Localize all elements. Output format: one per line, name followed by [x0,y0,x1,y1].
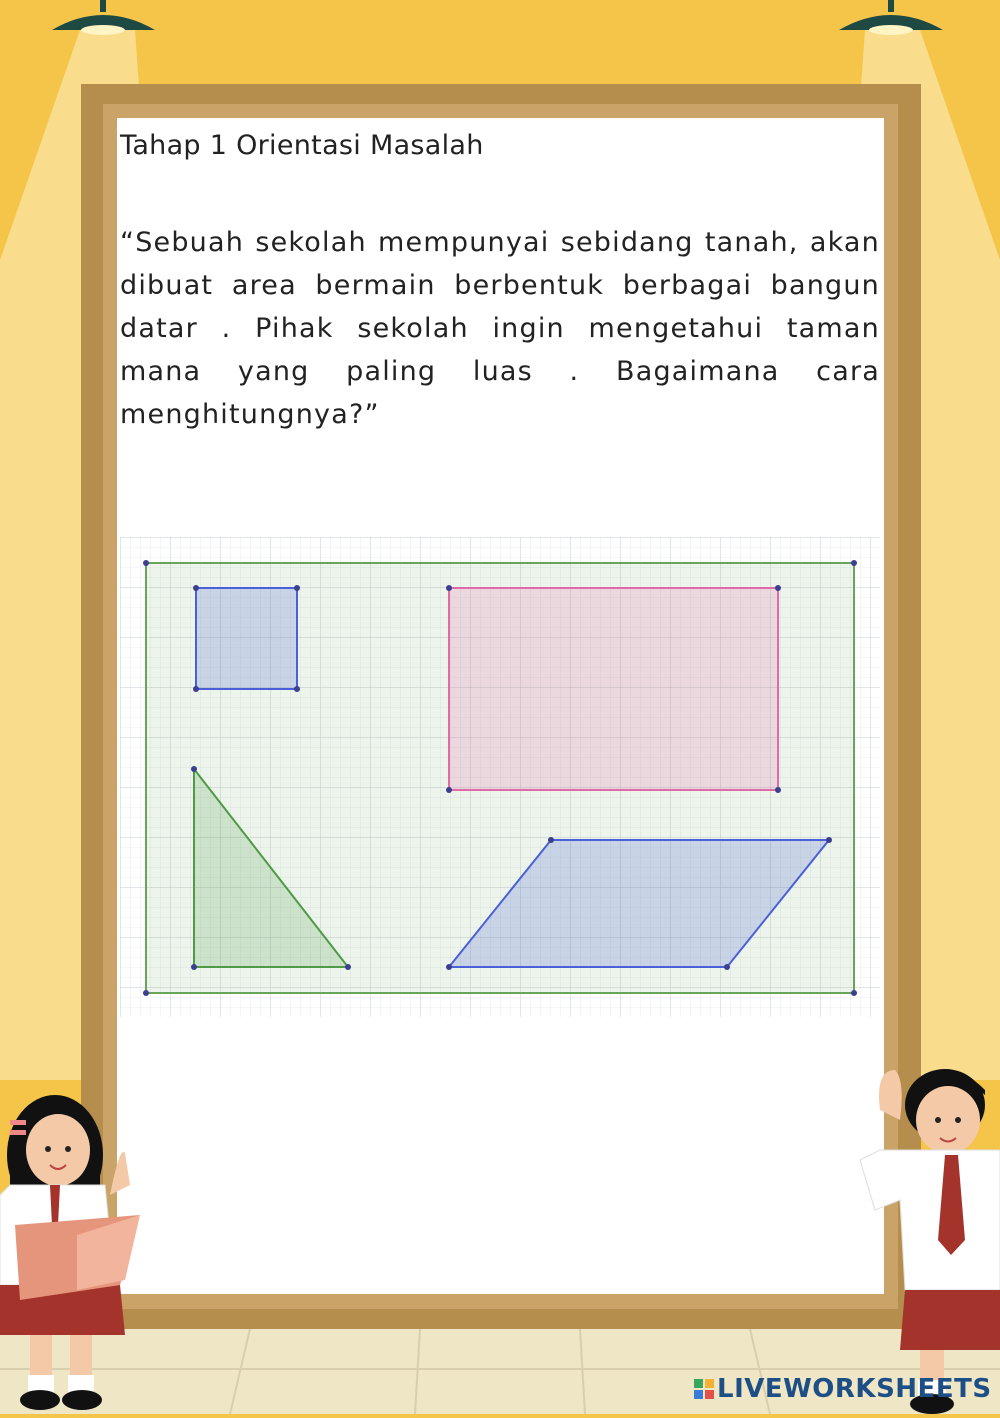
rectangle-shape [449,588,778,790]
liveworksheets-logo [694,1374,992,1404]
left-lamp-icon [52,0,155,35]
girl-student-illustration [0,1085,160,1414]
liveworksheets-wordmark: LIVEWORKSHEETS [717,1374,992,1404]
right-lamp-icon [839,0,943,35]
square-shape [196,588,297,689]
plane-figures-diagram [120,537,880,1017]
liveworksheets-mark-icon [694,1379,714,1399]
boy-student-illustration [850,1050,1000,1414]
stage-heading: Tahap 1 Orientasi Masalah [120,130,484,161]
problem-story: “Sebuah sekolah mempunyai sebidang tanah, akan dibuat area bermain berbentuk berbagai bangun datar . Pihak sekolah ingin mengetahui taman mana yang paling luas . Bagaimana cara menghitungnya?” [120,227,880,430]
